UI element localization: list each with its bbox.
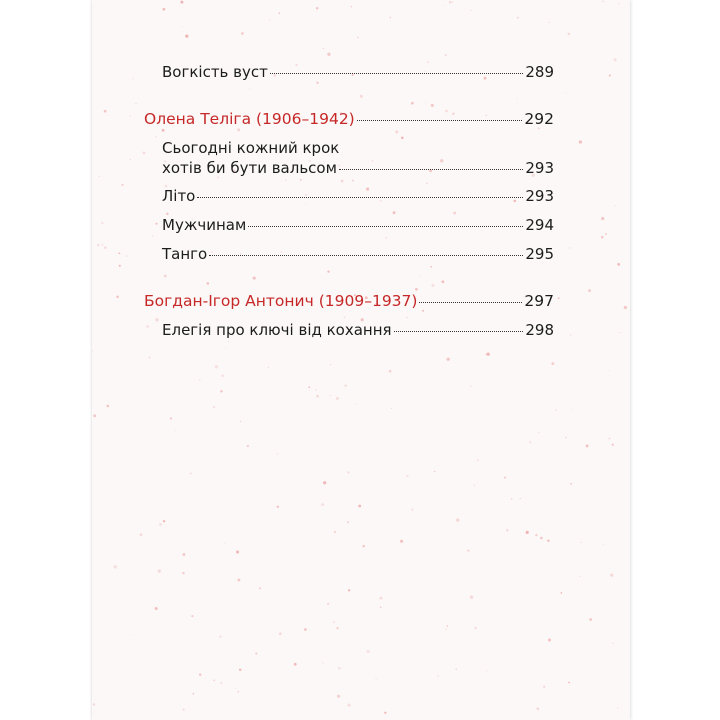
speckle-dot — [456, 668, 457, 669]
speckle-dot — [609, 74, 611, 76]
speckle-dot — [126, 255, 127, 256]
speckle-dot — [617, 263, 620, 266]
toc-entry-title: Танго — [162, 245, 208, 263]
speckle-dot — [239, 669, 241, 671]
speckle-dot — [543, 686, 545, 688]
speckle-dot — [603, 544, 604, 545]
speckle-dot — [330, 395, 331, 396]
toc-author-title: Олена Теліга (1906–1942) — [144, 110, 355, 128]
leader-dots — [270, 73, 523, 74]
speckle-dot — [116, 296, 119, 299]
speckle-dot — [228, 341, 229, 342]
speckle-dot — [535, 534, 537, 536]
speckle-dot — [180, 1, 183, 4]
speckle-dot — [579, 576, 580, 577]
toc-entry-muzhchynam[interactable] — [144, 215, 554, 235]
speckle-dot — [551, 362, 554, 365]
toc-entry-title: Елегія про ключі від кохання — [162, 321, 392, 339]
speckle-dot — [400, 540, 403, 543]
speckle-dot — [570, 483, 572, 485]
speckle-dot — [97, 244, 100, 247]
speckle-dot — [268, 367, 269, 368]
speckle-dot — [565, 92, 566, 93]
speckle-dot — [104, 110, 107, 113]
speckle-dot — [193, 693, 194, 694]
speckle-dot — [259, 587, 261, 589]
speckle-dot — [99, 176, 100, 177]
speckle-dot — [183, 709, 185, 711]
toc-entry-page: 294 — [525, 216, 554, 234]
speckle-dot — [348, 704, 351, 707]
speckle-dot — [102, 244, 103, 245]
speckle-dot — [389, 16, 391, 18]
speckle-dot — [444, 5, 445, 6]
speckle-dot — [570, 334, 572, 336]
speckle-dot — [213, 406, 215, 408]
speckle-dot — [434, 471, 435, 472]
speckle-dot — [579, 140, 582, 143]
speckle-dot — [129, 116, 130, 117]
speckle-dot — [470, 10, 471, 11]
speckle-dot — [322, 662, 323, 663]
speckle-dot — [199, 379, 201, 381]
speckle-dot — [183, 553, 186, 556]
speckle-dot — [511, 498, 512, 499]
speckle-dot — [568, 33, 571, 36]
speckle-dot — [618, 3, 619, 4]
speckle-dot — [199, 674, 201, 676]
toc-author-title: Богдан-Ігор Антонич (1909–1937) — [144, 292, 418, 310]
speckle-dot — [486, 670, 487, 671]
speckle-dot — [224, 543, 225, 544]
speckle-dot — [163, 8, 166, 11]
speckle-dot — [601, 236, 604, 239]
speckle-dot — [357, 37, 359, 39]
speckle-dot — [380, 597, 383, 600]
speckle-dot — [548, 639, 551, 642]
speckle-dot — [240, 421, 241, 422]
speckle-dot — [619, 332, 620, 333]
speckle-dot — [330, 364, 331, 365]
speckle-dot — [384, 712, 386, 714]
speckle-dot — [529, 441, 531, 443]
leader-dots — [248, 226, 523, 227]
speckle-dot — [269, 19, 270, 20]
speckle-dot — [526, 531, 529, 534]
speckle-dot — [451, 1, 452, 2]
speckle-dot — [92, 350, 93, 352]
speckle-dot — [367, 650, 370, 653]
speckle-dot — [470, 595, 473, 598]
speckle-dot — [170, 417, 172, 419]
speckle-dot — [347, 471, 349, 473]
speckle-dot — [351, 6, 352, 7]
speckle-dot — [119, 265, 121, 267]
speckle-dot — [588, 289, 591, 292]
book-page — [92, 0, 630, 720]
leader-dots — [209, 255, 523, 256]
toc-entry-line2-row — [162, 158, 554, 178]
toc-entry-tanho[interactable] — [144, 244, 554, 264]
toc-entry-title-line2: хотів би бути вальсом — [162, 159, 337, 177]
speckle-dot — [389, 370, 392, 373]
speckle-dot — [182, 26, 183, 27]
speckle-dot — [504, 477, 506, 479]
speckle-dot — [561, 592, 563, 594]
speckle-dot — [277, 453, 278, 454]
speckle-dot — [612, 643, 613, 644]
speckle-dot — [213, 679, 215, 681]
speckle-dot — [215, 365, 218, 368]
toc-entry-title: Мужчинам — [162, 216, 247, 234]
speckle-dot — [616, 127, 617, 128]
speckle-dot — [221, 375, 223, 377]
speckle-dot — [236, 550, 239, 553]
speckle-dot — [336, 627, 338, 629]
speckle-dot — [255, 652, 257, 654]
speckle-dot — [135, 103, 136, 104]
speckle-dot — [624, 306, 627, 309]
speckle-dot — [334, 531, 336, 533]
toc-entry-page: 298 — [525, 321, 554, 339]
speckle-dot — [589, 618, 592, 621]
speckle-dot — [175, 430, 176, 431]
toc-entry-title: Вогкість вуст — [162, 63, 268, 81]
speckle-dot — [391, 408, 392, 409]
leader-dots — [197, 197, 523, 198]
speckle-dot — [235, 688, 236, 689]
speckle-dot — [106, 405, 109, 408]
speckle-dot — [344, 384, 347, 387]
speckle-dot — [536, 707, 539, 710]
speckle-dot — [336, 397, 339, 400]
speckle-dot — [316, 389, 317, 390]
speckle-dot — [602, 0, 604, 2]
speckle-dot — [449, 1, 451, 3]
speckle-dot — [323, 481, 326, 484]
speckle-dot — [517, 17, 519, 19]
speckle-dot — [569, 247, 570, 248]
speckle-dot — [308, 386, 310, 388]
toc-entry-title: Літо — [162, 187, 196, 205]
speckle-dot — [555, 409, 557, 411]
speckle-dot — [605, 233, 607, 235]
speckle-dot — [294, 663, 297, 666]
speckle-dot — [119, 252, 121, 254]
leader-dots — [339, 169, 523, 170]
speckle-dot — [323, 48, 324, 49]
speckle-dot — [114, 565, 117, 568]
speckle-dot — [337, 695, 340, 698]
toc-entry-elehiia[interactable] — [144, 320, 554, 340]
speckle-dot — [121, 184, 123, 186]
speckle-dot — [447, 625, 448, 626]
speckle-dot — [380, 607, 381, 608]
speckle-dot — [321, 503, 324, 506]
speckle-dot — [237, 691, 239, 693]
toc-author-antonych[interactable] — [144, 291, 554, 311]
speckle-dot — [558, 297, 560, 299]
speckle-dot — [93, 703, 95, 705]
speckle-dot — [547, 540, 549, 542]
speckle-dot — [376, 678, 377, 679]
toc-entry-title-line1: Сьогодні кожний крок — [162, 139, 340, 157]
speckle-dot — [338, 667, 341, 670]
speckle-dot — [470, 385, 471, 386]
speckle-dot — [549, 22, 550, 23]
speckle-dot — [485, 354, 486, 355]
speckle-dot — [363, 545, 365, 547]
speckle-dot — [608, 370, 609, 371]
toc-entry-page: 289 — [525, 63, 554, 81]
speckle-dot — [241, 32, 244, 35]
toc-entry-page: 295 — [525, 245, 554, 263]
speckle-dot — [614, 58, 617, 61]
speckle-dot — [191, 615, 193, 617]
speckle-dot — [155, 607, 158, 610]
speckle-dot — [190, 473, 191, 474]
speckle-dot — [617, 707, 618, 708]
speckle-dot — [277, 506, 279, 508]
speckle-dot — [601, 217, 604, 220]
speckle-dot — [225, 347, 226, 348]
speckle-dot — [520, 498, 521, 499]
toc-author-olena-teliha[interactable] — [144, 109, 554, 129]
speckle-dot — [438, 676, 439, 677]
speckle-dot — [477, 459, 479, 461]
speckle-dot — [348, 589, 350, 591]
speckle-dot — [220, 390, 223, 393]
speckle-dot — [279, 12, 280, 13]
speckle-dot — [279, 632, 282, 635]
speckle-dot — [163, 520, 165, 522]
leader-dots — [419, 302, 522, 303]
speckle-dot — [149, 356, 151, 358]
speckle-dot — [586, 444, 589, 447]
speckle-dot — [140, 533, 143, 536]
speckle-dot — [540, 537, 543, 540]
speckle-dot — [304, 628, 307, 631]
speckle-dot — [447, 358, 450, 361]
speckle-dot — [565, 437, 566, 438]
toc-author-page: 297 — [524, 292, 554, 310]
speckle-dot — [104, 247, 106, 249]
speckle-dot — [355, 403, 356, 404]
speckle-dot — [506, 529, 509, 532]
speckle-dot — [247, 445, 249, 447]
leader-dots — [394, 331, 524, 332]
speckle-dot — [539, 432, 540, 433]
toc-entry-lito[interactable] — [144, 186, 554, 206]
speckle-dot — [411, 509, 413, 511]
speckle-dot — [610, 573, 613, 576]
speckle-dot — [581, 542, 582, 543]
speckle-dot — [474, 485, 475, 486]
speckle-dot — [358, 505, 361, 508]
speckle-dot — [347, 521, 349, 523]
toc-entry-page: 293 — [525, 187, 554, 205]
speckle-dot — [133, 634, 134, 635]
speckle-dot — [316, 395, 319, 398]
speckle-dot — [475, 627, 477, 629]
toc-entry-page: 293 — [525, 159, 554, 177]
speckle-dot — [609, 438, 611, 440]
speckle-dot — [250, 719, 251, 720]
leader-dots — [357, 120, 523, 121]
speckle-dot — [182, 572, 184, 574]
speckle-dot — [159, 523, 162, 526]
speckle-dot — [237, 578, 240, 581]
speckle-dot — [568, 682, 570, 684]
speckle-dot — [456, 519, 459, 522]
speckle-dot — [327, 603, 329, 605]
speckle-dot — [572, 409, 573, 410]
speckle-dot — [445, 629, 446, 630]
toc-author-page: 292 — [524, 110, 554, 128]
speckle-dot — [93, 414, 96, 417]
speckle-dot — [612, 444, 614, 446]
speckle-dot — [219, 636, 221, 638]
table-of-contents — [144, 56, 554, 340]
speckle-dot — [333, 621, 335, 623]
speckle-dot — [467, 550, 469, 552]
speckle-dot — [185, 34, 188, 37]
speckle-dot — [487, 353, 490, 356]
speckle-dot — [132, 78, 133, 79]
speckle-dot — [406, 475, 408, 477]
toc-entry-sohodni[interactable] — [144, 138, 554, 178]
speckle-dot — [615, 205, 616, 206]
speckle-dot — [221, 682, 222, 683]
speckle-dot — [101, 222, 103, 224]
toc-entry-vohkist-vust[interactable] — [144, 62, 554, 82]
speckle-dot — [130, 159, 131, 160]
speckle-dot — [158, 570, 161, 573]
speckle-dot — [316, 7, 318, 9]
